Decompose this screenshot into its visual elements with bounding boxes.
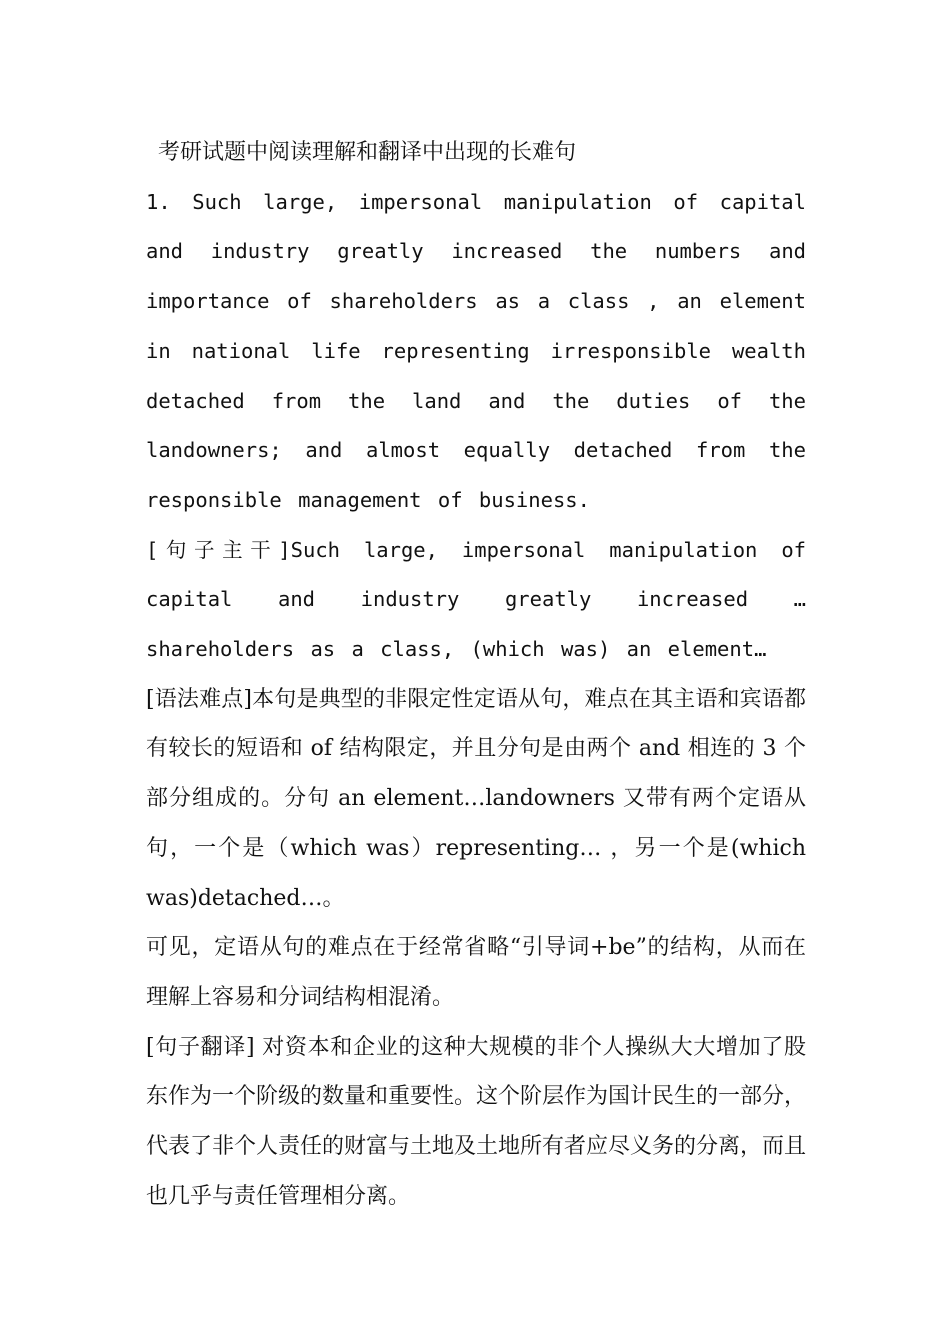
translation-paragraph: [146, 1023, 806, 1222]
grammar-note: 可见，定语从句的难点在于经常省略“引导词+be”的结构，从而在理解上容易和分词结构相混淆。: [146, 935, 806, 1010]
translation-text: 对资本和企业的这种大规模的非个人操纵大大增加了股东作为一个阶级的数量和重要性。这个阶层作为国计民生的一部分，代表了非个人责任的财富与土地及土地所有者应尽义务的分离，而且也几乎与责任管理相分离。: [146, 1034, 807, 1209]
document-body: [146, 128, 806, 1221]
sentence-english: 1. Such large, impersonal manipulation of capital and industry greatly increased the numbers and importance of shareholders as a class , an element in national life representing irresponsible wealth detached from the land and the duties of the landowners; and almost equally detached from the responsible management of business.: [146, 189, 806, 512]
grammar-paragraph: [146, 675, 806, 924]
main-clause-text: Such large, impersonal manipulation of capital and industry greatly increased … shareholders as a class, (which was) an element…: [146, 537, 806, 662]
main-clause-tag: [句子主干]: [146, 537, 291, 562]
translation-tag: [句子翻译]: [146, 1034, 255, 1060]
page-title: 考研试题中阅读理解和翻译中出现的长难句: [158, 140, 577, 165]
grammar-tag: [语法难点]: [146, 686, 252, 712]
grammar-text: 本句是典型的非限定性定语从句，难点在其主语和宾语都有较长的短语和 of 结构限定，并且分句是由两个 and 相连的 3 个部分组成的。分句 an element…landowners 又带有两个定语从句，一个是（which was）representing… ，另一个是(which was)detached…。: [146, 686, 806, 911]
main-clause-paragraph: [146, 526, 806, 675]
